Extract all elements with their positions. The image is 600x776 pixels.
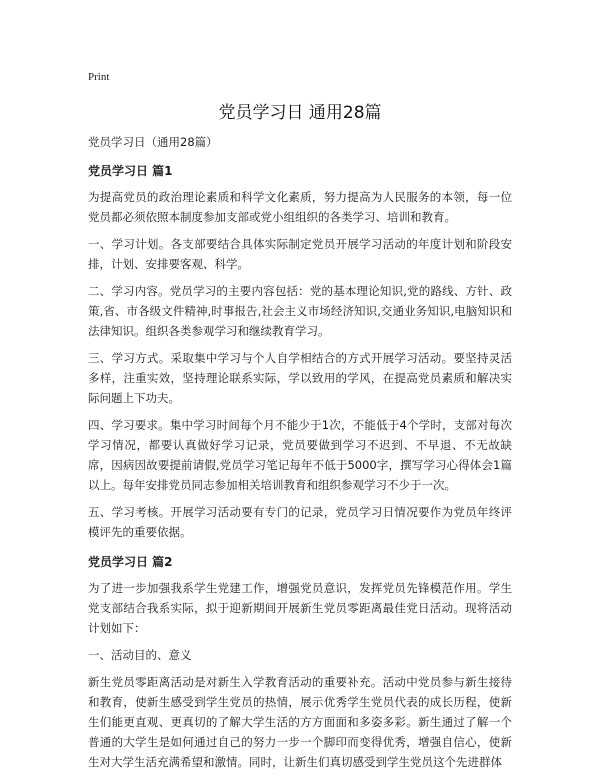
paragraph: 四、学习要求。集中学习时间每个月不能少于1次，不能低于4个学时，支部对每次学习情况，都要认真做好学习记录，党员要做到学习不迟到、不早退、不无故缺席，因病因故要提前请假,党员学习笔记每年不低于5000字，撰写学习心得体会1篇以上。每年安排党员同志参加相关培训教育和组织参观学习不少于一次。	[88, 418, 512, 492]
paragraph: 三、学习方式。采取集中学习与个人自学相结合的方式开展学习活动。要坚持灵活多样，注重实效，坚持理论联系实际，学以致用的学风，在提高党员素质和解决实际问题上下功夫。	[88, 351, 512, 405]
print-label[interactable]: Print	[88, 71, 110, 83]
paragraph: 一、活动目的、意义	[88, 648, 192, 662]
paragraph: 为提高党员的政治理论素质和科学文化素质，努力提高为人民服务的本领，每一位党员都必须依照本制度参加支部或党小组组织的各类学习、培训和教育。	[88, 190, 512, 224]
paragraph: 五、学习考核。开展学习活动要有专门的记录，党员学习日情况要作为党员年终评模评先的重要依据。	[88, 505, 512, 539]
paragraph: 一、学习计划。各支部要结合具体实际制定党员开展学习活动的年度计划和阶段安排，计划、安排要客观、科学。	[88, 237, 512, 271]
document-subtitle: 党员学习日（通用28篇）	[88, 135, 218, 149]
paragraph: 二、学习内容。党员学习的主要内容包括：党的基本理论知识,党的路线、方针、政策,省、市各级文件精神,时事报告,社会主义市场经济知识,交通业务知识,电脑知识和法律知识。组织各类参观学习和继续教育学习。	[88, 284, 512, 338]
section-heading-2: 党员学习日 篇2	[88, 555, 173, 569]
document-title: 党员学习日 通用28篇	[218, 103, 382, 123]
paragraph: 新生党员零距离活动是对新生入学教育活动的重要补充。活动中党员参与新生接待和教育，使新生感受到学生党员的热情，展示优秀学生党员代表的成长历程，使新生们能更直观、更真切的了解大学生活的方方面面和多姿多彩。新生通过了解一个普通的大学生是如何通过自己的努力一步一个脚印而变得优秀，增强自信心，使新生对大学生活充满希望和激情。同时，让新生们真切感受到学生党员这个先进群体	[88, 675, 512, 769]
paragraph: 为了进一步加强我系学生党建工作，增强党员意识，发挥党员先锋模范作用。学生党支部结合我系实际，拟于迎新期间开展新生党员零距离最佳党日活动。现将活动计划如下：	[88, 581, 512, 635]
section-heading-1: 党员学习日 篇1	[88, 164, 173, 178]
